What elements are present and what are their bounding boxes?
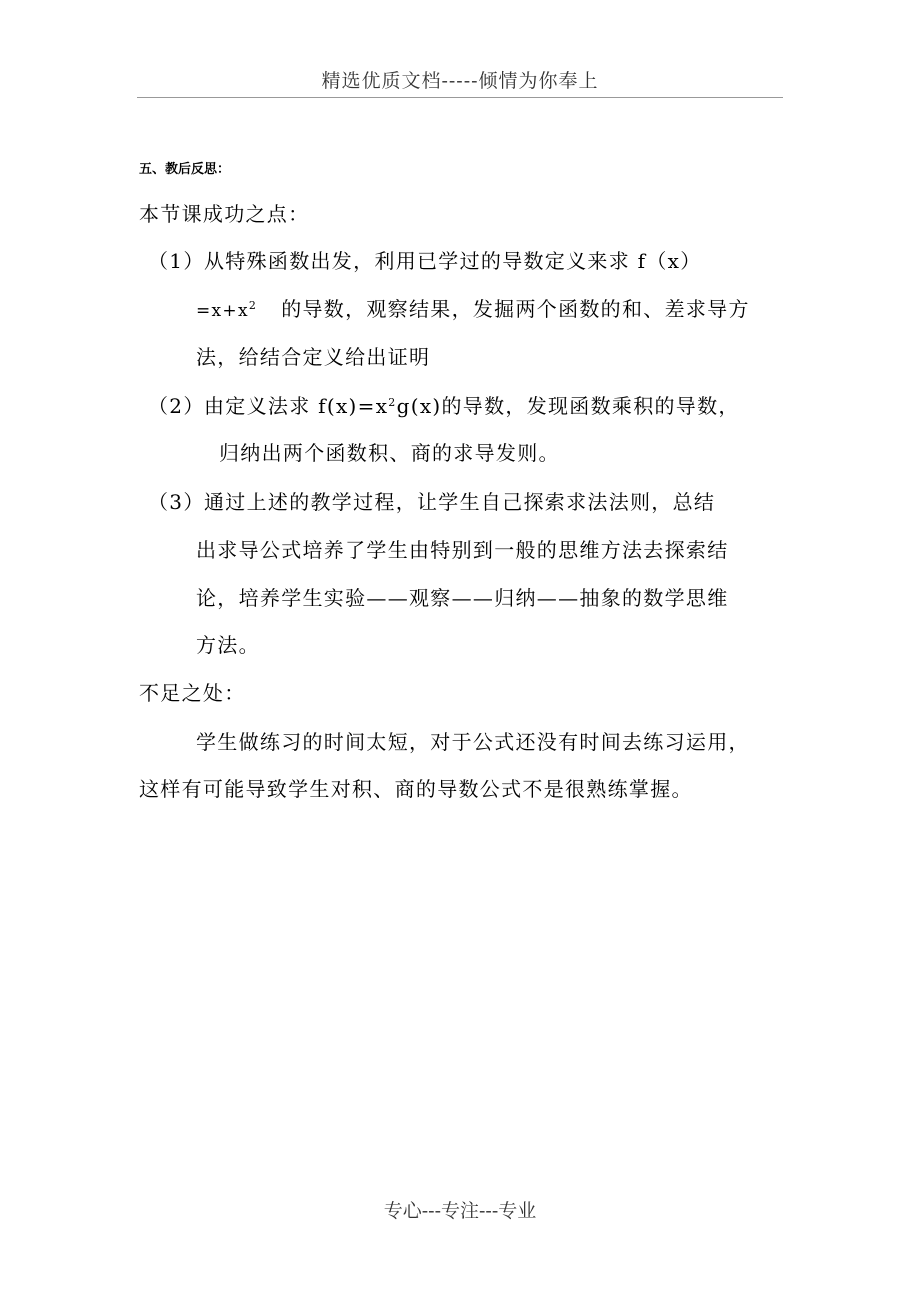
item-3-number: （3）: [148, 490, 205, 514]
strengths-heading: 本节课成功之点：: [139, 202, 310, 226]
item-2-superscript: 2: [388, 396, 397, 409]
item-1-line-1: [148, 245, 702, 274]
section-title: 五、教后反思：: [139, 162, 231, 177]
item-3-text-1: 通过上述的教学过程，让学生自己探索求法法则，总结: [204, 490, 716, 514]
page-footer: 专心---专注---专业: [383, 1200, 537, 1222]
item-1-superscript: 2: [248, 299, 258, 312]
item-2-number: （2）: [148, 394, 205, 418]
weaknesses-line-1: 学生做练习的时间太短，对于公式还没有时间去练习运用，: [196, 730, 750, 754]
item-3-line-1: [148, 486, 715, 515]
page-header: 精选优质文档-----倾情为你奉上: [321, 70, 599, 92]
weaknesses-heading: 不足之处：: [139, 681, 246, 705]
item-3-line-4: 方法。: [196, 633, 260, 657]
item-2-line-2: 归纳出两个函数积、商的求导发则。: [219, 441, 560, 465]
item-2-line-1: [148, 390, 740, 419]
item-1-line-3: 法，给结合定义给出证明: [196, 345, 431, 369]
item-2-text-1b: g(x)的导数，发现函数乘积的导数，: [396, 394, 740, 418]
header-divider: [137, 97, 783, 98]
item-1-text-2: 的导数，观察结果，发掘两个函数的和、差求导方: [281, 297, 750, 321]
item-2-text-1a: 由定义法求 f(x)=x: [204, 394, 389, 418]
item-1-number: （1）: [148, 249, 205, 273]
item-1-formula: =x+x: [196, 301, 249, 321]
weaknesses-line-2: 这样有可能导致学生对积、商的导数公式不是很熟练掌握。: [139, 777, 693, 801]
item-1-text-1: 从特殊函数出发，利用已学过的导数定义来求 f（x）: [204, 249, 702, 273]
item-1-line-2: [196, 293, 750, 322]
item-3-line-3: 论，培养学生实验——观察——归纳——抽象的数学思维: [196, 586, 729, 610]
item-3-line-2: 出求导公式培养了学生由特别到一般的思维方法去探索结: [196, 538, 729, 562]
